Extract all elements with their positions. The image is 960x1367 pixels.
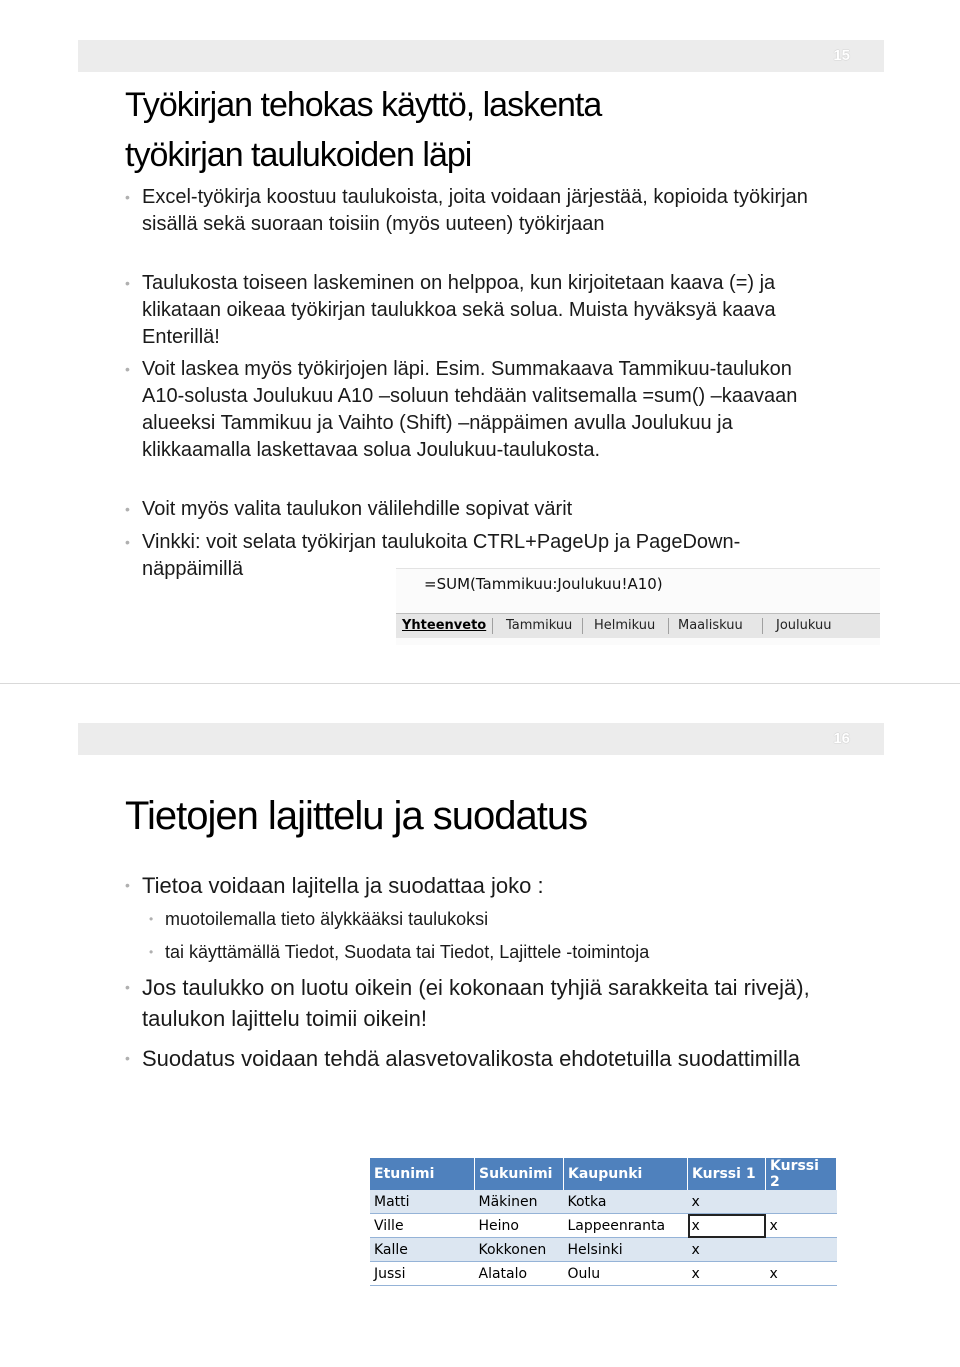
sheet-tab-joulukuu[interactable]: Joulukuu (776, 618, 832, 633)
sheet-tab-tammikuu[interactable]: Tammikuu (506, 618, 573, 633)
table-row (370, 1262, 837, 1286)
slide-title: Tietojen lajittelu ja suodatus (125, 794, 588, 838)
cell[interactable]: Helsinki (564, 1238, 688, 1262)
bullet-cross-sheet-calc: • Taulukosta toiseen laskeminen on helppoa, kun kirjoitetaan kaava (=) ja klikataan oikeaa työkirjan taulukkoa sekä solua. Muista hyväksyä kaava Enterillä! (142, 270, 832, 351)
cell[interactable]: Kokkonen (475, 1238, 564, 1262)
slide-header-bar (78, 723, 884, 755)
table-header-row (370, 1158, 837, 1190)
bullet-tab-colors: • Voit myös valita taulukon välilehdille sopivat värit (142, 496, 832, 523)
cell[interactable]: Matti (370, 1190, 475, 1214)
table-row (370, 1190, 837, 1214)
cell[interactable]: Heino (475, 1214, 564, 1238)
sub-bullet-data-menu: • tai käyttämällä Tiedot, Suodata tai Tiedot, Lajittele -toimintoja (165, 940, 805, 964)
cell[interactable]: x (688, 1238, 766, 1262)
cell[interactable]: x (766, 1214, 837, 1238)
header-sukunimi[interactable]: Sukunimi (475, 1158, 564, 1190)
bullet-workbook-structure: • Excel-työkirja koostuu taulukoista, joita voidaan järjestää, kopioida työkirjan sisällä sekä suoraan toisiin (myös uuteen) työkirjaan (142, 184, 832, 238)
header-kaupunki[interactable]: Kaupunki (564, 1158, 688, 1190)
sheet-tab-yhteenveto[interactable]: Yhteenveto (402, 618, 487, 633)
selected-cell[interactable]: x (688, 1214, 766, 1238)
page-number: 15 (833, 47, 850, 64)
cell[interactable] (766, 1238, 837, 1262)
formula-bar-text: =SUM(Tammikuu:Joulukuu!A10) (424, 575, 663, 593)
slide-title-line-2: työkirjan taulukoiden läpi (125, 136, 472, 174)
cell[interactable]: Kalle (370, 1238, 475, 1262)
cell[interactable]: x (766, 1262, 837, 1286)
header-kurssi-1[interactable]: Kurssi 1 (688, 1158, 766, 1190)
sub-bullet-smart-table: • muotoilemalla tieto älykkääksi taulukoksi (165, 907, 805, 931)
bullet-3d-sum: • Voit laskea myös työkirjojen läpi. Esim. Summakaava Tammikuu-taulukon A10-solusta Joulukuu A10 –soluun tehdään valitsemalla =sum() –kaavaan alueeksi Tammikuu ja Vaihto (Shift) –näppäimen avulla Joulukuu ja klikkaamalla laskettavaa solua Joulukuu-taulukosta. (142, 356, 832, 464)
cell[interactable]: Jussi (370, 1262, 475, 1286)
cell[interactable]: Lappeenranta (564, 1214, 688, 1238)
cell[interactable]: Ville (370, 1214, 475, 1238)
cell[interactable]: Kotka (564, 1190, 688, 1214)
page-number: 16 (833, 730, 850, 747)
excel-screenshot-strip (396, 568, 880, 645)
slide-title-line-1: Työkirjan tehokas käyttö, laskenta (125, 86, 602, 124)
table-row (370, 1238, 837, 1262)
cell[interactable]: x (688, 1190, 766, 1214)
slide-header-bar (78, 40, 884, 72)
bullet-table-correct: • Jos taulukko on luotu oikein (ei kokonaan tyhjiä sarakkeita tai rivejä), taulukon lajittelu toimii oikein! (142, 972, 842, 1034)
cell[interactable]: Alatalo (475, 1262, 564, 1286)
cell[interactable] (766, 1190, 837, 1214)
bullet-dropdown-filter: • Suodatus voidaan tehdä alasvetovalikosta ehdotetuilla suodattimilla (142, 1043, 842, 1074)
header-etunimi[interactable]: Etunimi (370, 1158, 475, 1190)
tab-divider (668, 618, 669, 634)
cell[interactable]: Oulu (564, 1262, 688, 1286)
tab-divider (492, 618, 493, 634)
cell[interactable]: x (688, 1262, 766, 1286)
sheet-tab-helmikuu[interactable]: Helmikuu (594, 618, 656, 633)
header-kurssi-2[interactable]: Kurssi 2 (766, 1158, 837, 1190)
table-row (370, 1214, 837, 1238)
sheet-tab-maaliskuu[interactable]: Maaliskuu (678, 618, 743, 633)
example-data-table (370, 1158, 837, 1286)
bullet-ctrl-pageup-tip: • Vinkki: voit selata työkirjan taulukoita CTRL+PageUp ja PageDown-näppäimillä (142, 529, 762, 583)
bullet-sort-filter: • Tietoa voidaan lajitella ja suodattaa joko : (142, 870, 842, 901)
sheet-tab-bar (396, 613, 880, 638)
tab-divider (582, 618, 583, 634)
cell[interactable]: Mäkinen (475, 1190, 564, 1214)
slide-15 (0, 0, 960, 683)
tab-divider (762, 618, 763, 634)
